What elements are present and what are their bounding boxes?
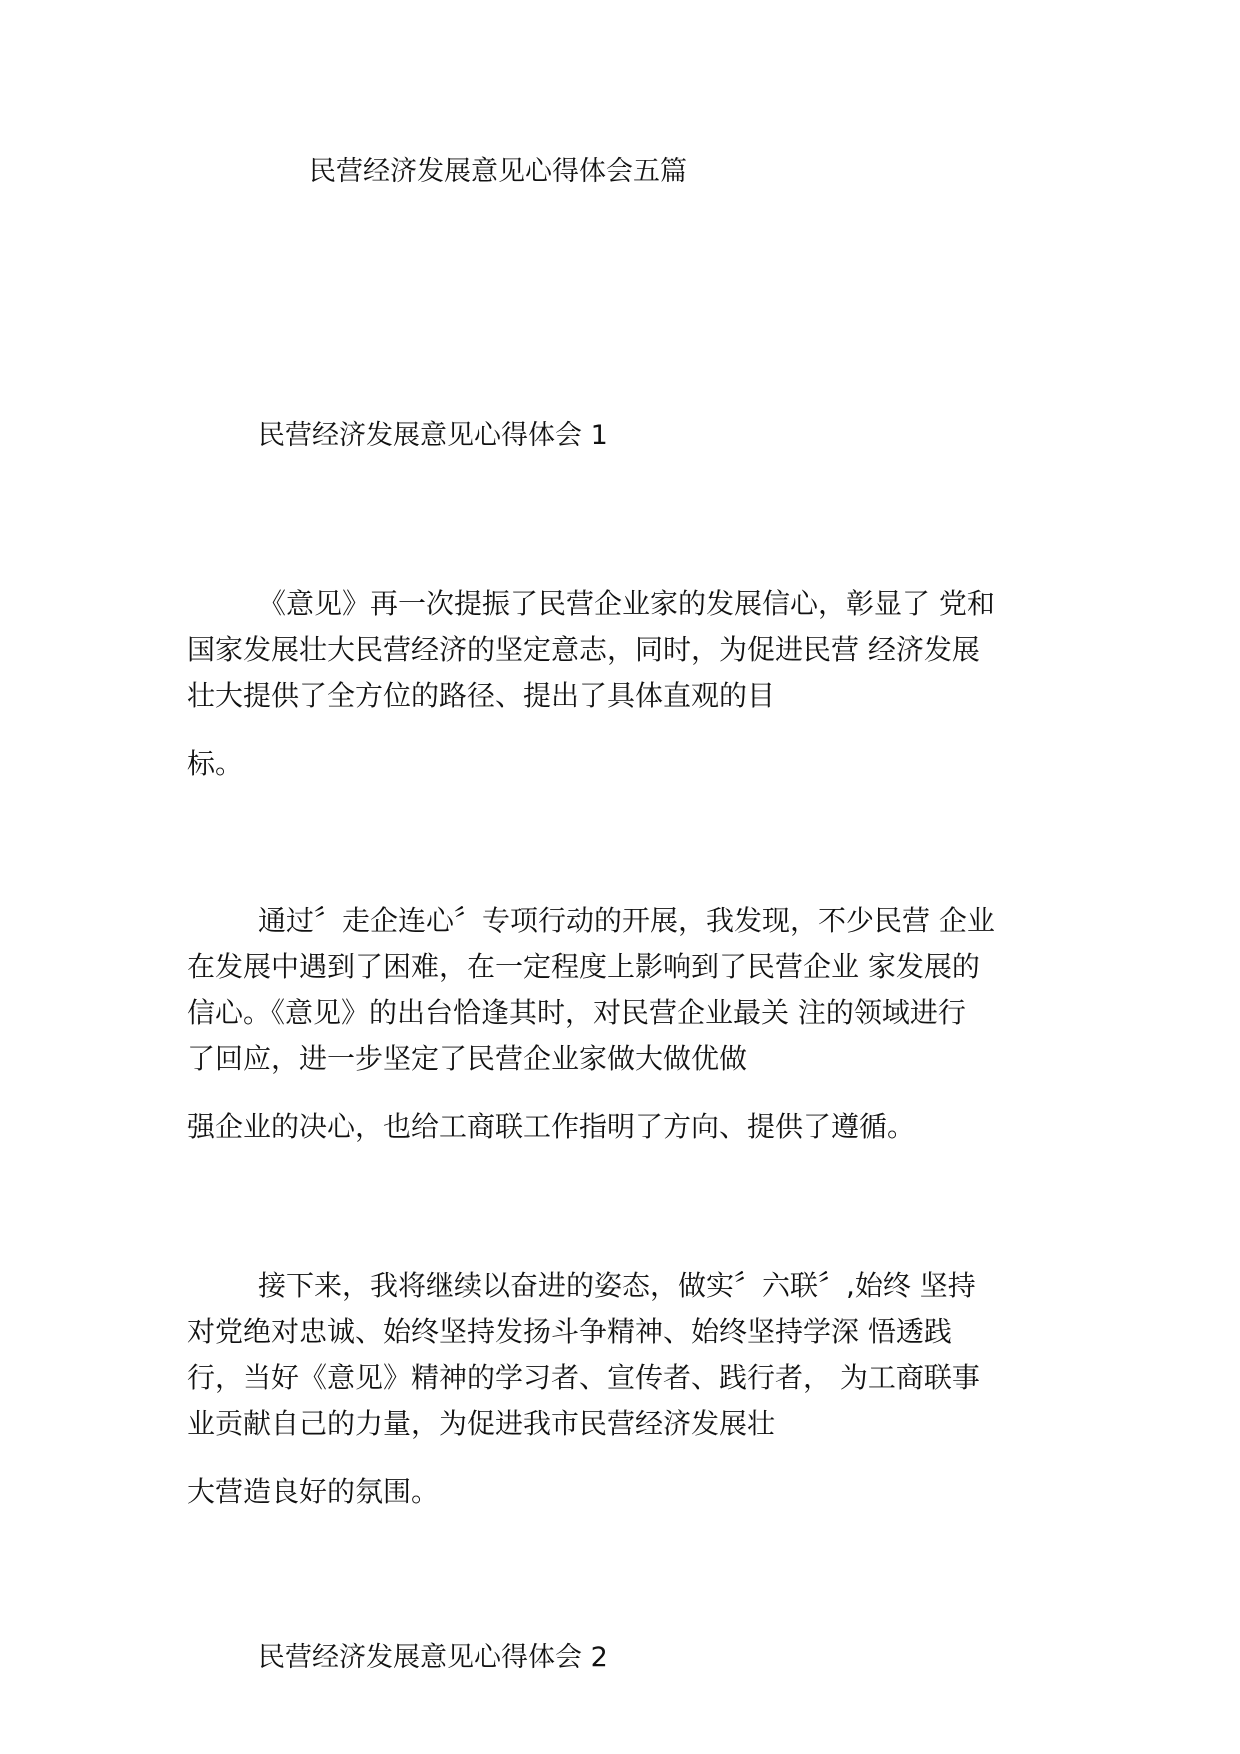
paragraph-line: 《意见》再一次提振了民营企业家的发展信心，彰显了 党和 <box>258 587 995 620</box>
paragraph-line: 对党绝对忠诚、始终坚持发扬斗争精神、始终坚持学深 悟透践 <box>187 1315 952 1348</box>
section-2-heading: 民营经济发展意见心得体会 2 <box>258 1642 608 1673</box>
paragraph-line: 业贡献自己的力量，为促进我市民营经济发展壮 <box>187 1407 776 1440</box>
paragraph-line: 壮大提供了全方位的路径、提出了具体直观的目 <box>187 679 776 712</box>
paragraph-line: 在发展中遇到了困难，在一定程度上影响到了民营企业 家发展的 <box>187 950 980 983</box>
paragraph-line: 行，当好《意见》精神的学习者、宣传者、践行者， 为工商联事 <box>187 1361 980 1394</box>
paragraph-line: 信心。《意见》的出台恰逢其时，对民营企业最关 注的领域进行 <box>187 996 966 1029</box>
paragraph-line: 了回应，进一步坚定了民营企业家做大做优做 <box>187 1042 748 1075</box>
paragraph-line: 国家发展壮大民营经济的坚定意志，同时，为促进民营 经济发展 <box>187 633 980 666</box>
paragraph-line: 接下来，我将继续以奋进的姿态，做实〞六联〞,始终 坚持 <box>258 1269 976 1302</box>
paragraph-line: 通过〞走企连心〞专项行动的开展，我发现，不少民营 企业 <box>258 904 995 937</box>
paragraph-line: 强企业的决心，也给工商联工作指明了方向、提供了遵循。 <box>187 1110 916 1143</box>
paragraph-line: 大营造良好的氛围。 <box>187 1475 440 1508</box>
paragraph-line: 标。 <box>187 747 244 780</box>
document-title: 民营经济发展意见心得体会五篇 <box>309 156 687 187</box>
section-1-heading: 民营经济发展意见心得体会 1 <box>258 420 608 451</box>
